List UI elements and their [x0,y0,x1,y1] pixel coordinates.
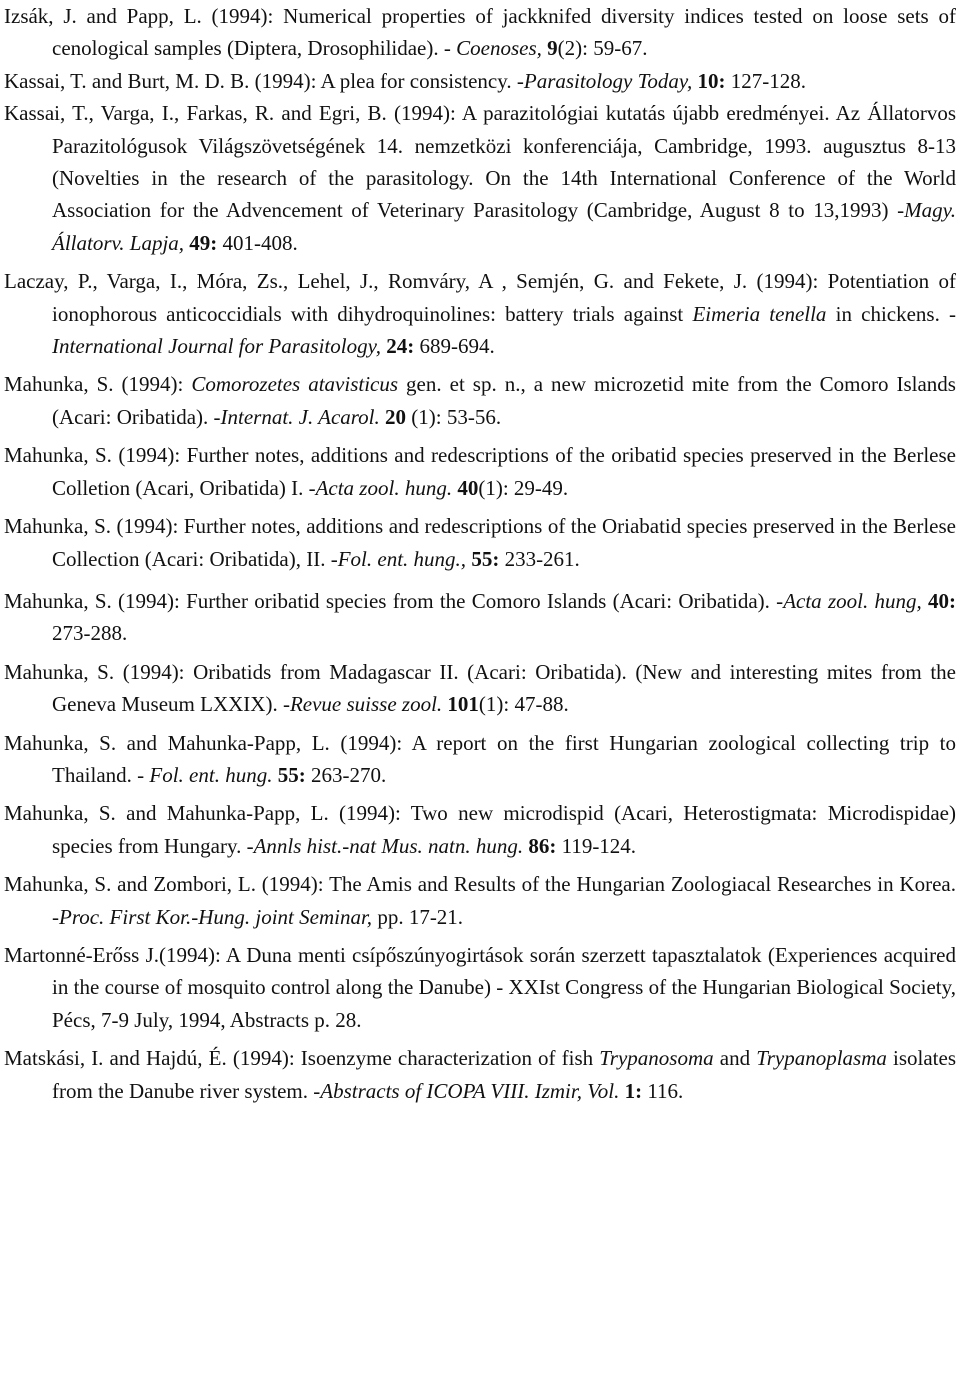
reference-entry [4,265,956,362]
reference-italic-text: Internat. J. Acarol. [220,404,380,429]
reference-text: pp. 17-21. [372,904,464,929]
reference-italic-text: Coenoses, [456,36,542,61]
reference-volume: 40: [928,588,957,613]
reference-entry [4,0,956,65]
reference-volume: 9 [547,36,558,61]
reference-italic-text: Acta zool. hung, [783,588,922,613]
reference-volume: 24: [386,334,415,359]
reference-text: 127-128. [725,68,807,93]
reference-text: Mahunka, S. and Mahunka-Papp, L. (1994): Two new microdispid (Acari, Heterostigmata: Microdispidae) species from Hungary. - [4,801,956,858]
reference-volume: 55: [277,762,306,787]
reference-text: Mahunka, S. (1994): Further oribatid species from the Comoro Islands (Acari: Oribatida). - [4,588,784,613]
reference-volume: 101 [447,692,479,717]
reference-volume: 55: [471,546,500,571]
reference-italic-text: Trypanoplasma [756,1046,887,1071]
reference-volume: 86: [528,833,557,858]
reference-text: Mahunka, S. and Mahunka-Papp, L. (1994): A report on the first Hungarian zoological collecting trip to Thailand. - [4,730,956,787]
reference-text: Matskási, I. and Hajdú, É. (1994): Isoenzyme characterization of fish [4,1046,600,1071]
reference-text: 116. [642,1078,684,1103]
reference-entry [4,727,956,792]
reference-italic-text: Acta zool. hung. [315,475,453,500]
reference-italic-text: Fol. ent. hung. [149,762,273,787]
reference-list [4,0,956,1107]
reference-italic-text: International Journal for Parasitology, [52,334,381,359]
reference-italic-text: Annls hist.-nat Mus. natn. hung. [253,833,524,858]
reference-text: Kassai, T. and Burt, M. D. B. (1994): A plea for consistency. - [4,68,524,93]
reference-text: Martonné-Erőss J.(1994): A Duna menti csípőszúnyogirtások során szerzett tapasztalatok (Experiences acquired in the course of mosquito control along the Danube) - XXIst Congress of the Hungarian Biological Society, Pécs, 7-9 July, 1994, Abstracts p. 28. [4,942,956,1032]
reference-entry [4,510,956,575]
reference-text: (1): 47-88. [478,692,569,717]
reference-text: 401-408. [217,230,298,255]
reference-text: Laczay, P., Varga, I., Móra, Zs., Lehel, J., Romváry, A , Semjén, G. and Fekete, J. (1994): Potentiation of ionophorous anticoccidials with dihydroquinolines: battery trials against [4,269,956,326]
reference-entry [4,656,956,721]
reference-volume: 1: [624,1078,643,1103]
reference-text: in chickens. - [826,301,957,326]
reference-text: Mahunka, S. (1994): Further notes, additions and redescriptions of the Oriabatid species preserved in the Berlese Collection (Acari: Oribatida), II. - [4,514,956,571]
reference-text: (1): 53-56. [406,404,502,429]
reference-entry [4,439,956,504]
reference-entry [4,368,956,433]
reference-text: Mahunka, S. and Zombori, L. (1994): The Amis and Results of the Hungarian Zoologiacal Researches in Korea. - [4,872,956,929]
reference-text: 273-288. [52,621,128,646]
reference-text: 689-694. [414,334,495,359]
reference-italic-text: Magy. Állatorv. Lapja, [52,198,956,255]
reference-entry [4,1042,956,1107]
reference-text: 119-124. [556,833,637,858]
reference-text: gen. et sp. n., a new microzetid mite from the Comoro Islands (Acari: Oribatida). - [52,372,956,429]
reference-volume: 49: [189,230,218,255]
reference-italic-text: Parasitology Today, [523,68,693,93]
reference-italic-text: Fol. ent. hung., [337,546,467,571]
reference-text: Kassai, T., Varga, I., Farkas, R. and Egri, B. (1994): A parazitológiai kutatás újabb eredményei. Az Állatorvos Parazitológusok Világszövetségének 14. nemzetközi konferenciája, Cambridge, 1993. augusztus 8-13 (Novelties in the research of the parasitology. On the 14th International Conference of the World Association for the Advencement of Veterinary Parasitology (Cambridge, August 8 to 13,1993) - [4,101,956,223]
reference-italic-text: Trypanosoma [599,1046,714,1071]
reference-volume: 20 [385,404,406,429]
reference-volume: 10: [697,68,726,93]
reference-entry [4,939,956,1036]
reference-italic-text: Revue suisse zool. [289,692,443,717]
reference-entry [4,585,956,650]
reference-italic-text: Proc. First Kor.-Hung. joint Seminar, [59,904,373,929]
reference-volume: 40 [457,475,479,500]
reference-entry [4,65,956,97]
reference-italic-text: Abstracts of ICOPA VIII. Izmir, Vol. [320,1078,620,1103]
reference-entry [4,868,956,933]
reference-text: isolates from the Danube river system. - [52,1046,956,1103]
reference-text: 233-261. [499,546,580,571]
reference-text: Mahunka, S. (1994): [4,372,192,397]
reference-text: 263-270. [305,762,387,787]
reference-entry [4,97,956,259]
reference-text: (2): 59-67. [557,36,648,61]
reference-text: Mahunka, S. (1994): Oribatids from Madagascar II. (Acari: Oribatida). (New and interesting mites from the Geneva Museum LXXIX). - [4,659,956,717]
reference-italic-text: Eimeria tenella [692,301,827,326]
reference-text: Izsák, J. and Papp, L. (1994): Numerical properties of jackknifed diversity indices tested on loose sets of cenological samples (Diptera, Drosophilidae). - [4,4,956,61]
reference-text: (1): 29-49. [478,475,569,500]
reference-entry [4,797,956,862]
reference-text: and [713,1046,757,1071]
reference-italic-text: Comorozetes atavisticus [191,372,399,397]
reference-text: Mahunka, S. (1994): Further notes, additions and redescriptions of the oribatid species preserved in the Berlese Colletion (Acari, Oribatida) I. - [4,443,956,500]
